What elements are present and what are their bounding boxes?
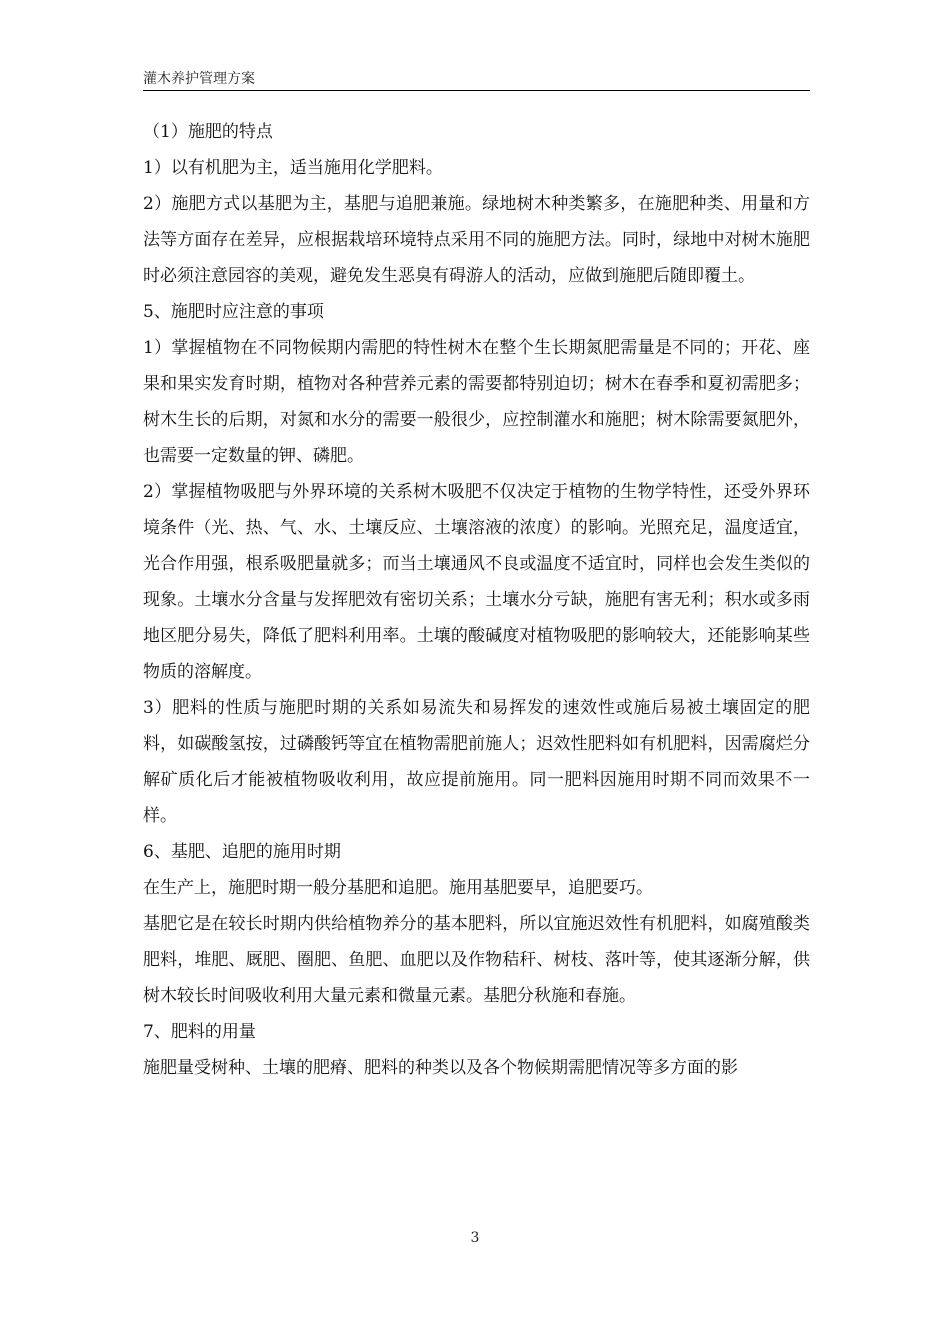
section-heading-7: 7、肥料的用量 [143,1022,256,1042]
paragraph-environment-relation: 2）掌握植物吸肥与外界环境的关系树木吸肥不仅决定于植物的生物学特性，还受外界环境条件（光、热、气、水、土壤反应、土壤溶液的浓度）的影响。光照充足，温度适宜，光合作用强，根系吸肥量就多；而当土壤通风不良或温度不适宜时，同样也会发生类似的现象。土壤水分含量与发挥肥效有密切关系；土壤水分亏缺，施肥有害无利；积水或多雨地区肥分易失，降低了肥料利用率。土壤的酸碱度对植物吸肥的影响较大，还能影响某些物质的溶解度。 [143,482,810,682]
page-header-title: 灌木养护管理方案 [143,71,255,87]
paragraph-fertilizer-amount: 施肥量受树种、土壤的肥瘠、肥料的种类以及各个物候期需肥情况等多方面的影 [143,1058,738,1078]
page-number: 3 [470,1230,480,1246]
paragraph-fertilizer-properties: 3）肥料的性质与施肥时期的关系如易流失和易挥发的速效性或施后易被土壤固定的肥料，如碳酸氢按，过磷酸钙等宜在植物需肥前施人；迟效性肥料如有机肥料，因需腐烂分解矿质化后才能被植物吸收利用，故应提前施用。同一肥料因施用时期不同而效果不一样。 [143,698,810,826]
paragraph-fertilization-method: 2）施肥方式以基肥为主，基肥与追肥兼施。绿地树木种类繁多，在施肥种类、用量和方法等方面存在差异，应根据栽培环境特点采用不同的施肥方法。同时，绿地中对树木施肥时必须注意园容的美观，避免发生恶臭有碍游人的活动，应做到施肥后随即覆土。 [143,194,810,286]
paragraph-organic-fertilizer: 1）以有机肥为主，适当施用化学肥料。 [143,158,443,178]
paragraph-timing-overview: 在生产上，施肥时期一般分基肥和追肥。施用基肥要早，追肥要巧。 [143,878,653,898]
section-heading-5: 5、施肥时应注意的事项 [143,302,324,322]
paragraph-base-fertilizer: 基肥它是在较长时期内供给植物养分的基本肥料，所以宜施迟效性有机肥料，如腐殖酸类肥料，堆肥、厩肥、圈肥、鱼肥、血肥以及作物秸秆、树枝、落叶等，使其逐渐分解，供树木较长时间吸收利用大量元素和微量元素。基肥分秋施和春施。 [143,914,810,1006]
subheading-fertilization-features: （1）施肥的特点 [143,122,273,142]
document-body [143,114,810,1086]
header-divider [143,90,810,91]
paragraph-phenology-needs: 1）掌握植物在不同物候期内需肥的特性树木在整个生长期氮肥需量是不同的；开花、座果和果实发育时期，植物对各种营养元素的需要都特别迫切；树木在春季和夏初需肥多；树木生长的后期，对氮和水分的需要一般很少，应控制灌水和施肥；树木除需要氮肥外，也需要一定数量的钾、磷肥。 [143,338,810,466]
section-heading-6: 6、基肥、追肥的施用时期 [143,842,341,862]
